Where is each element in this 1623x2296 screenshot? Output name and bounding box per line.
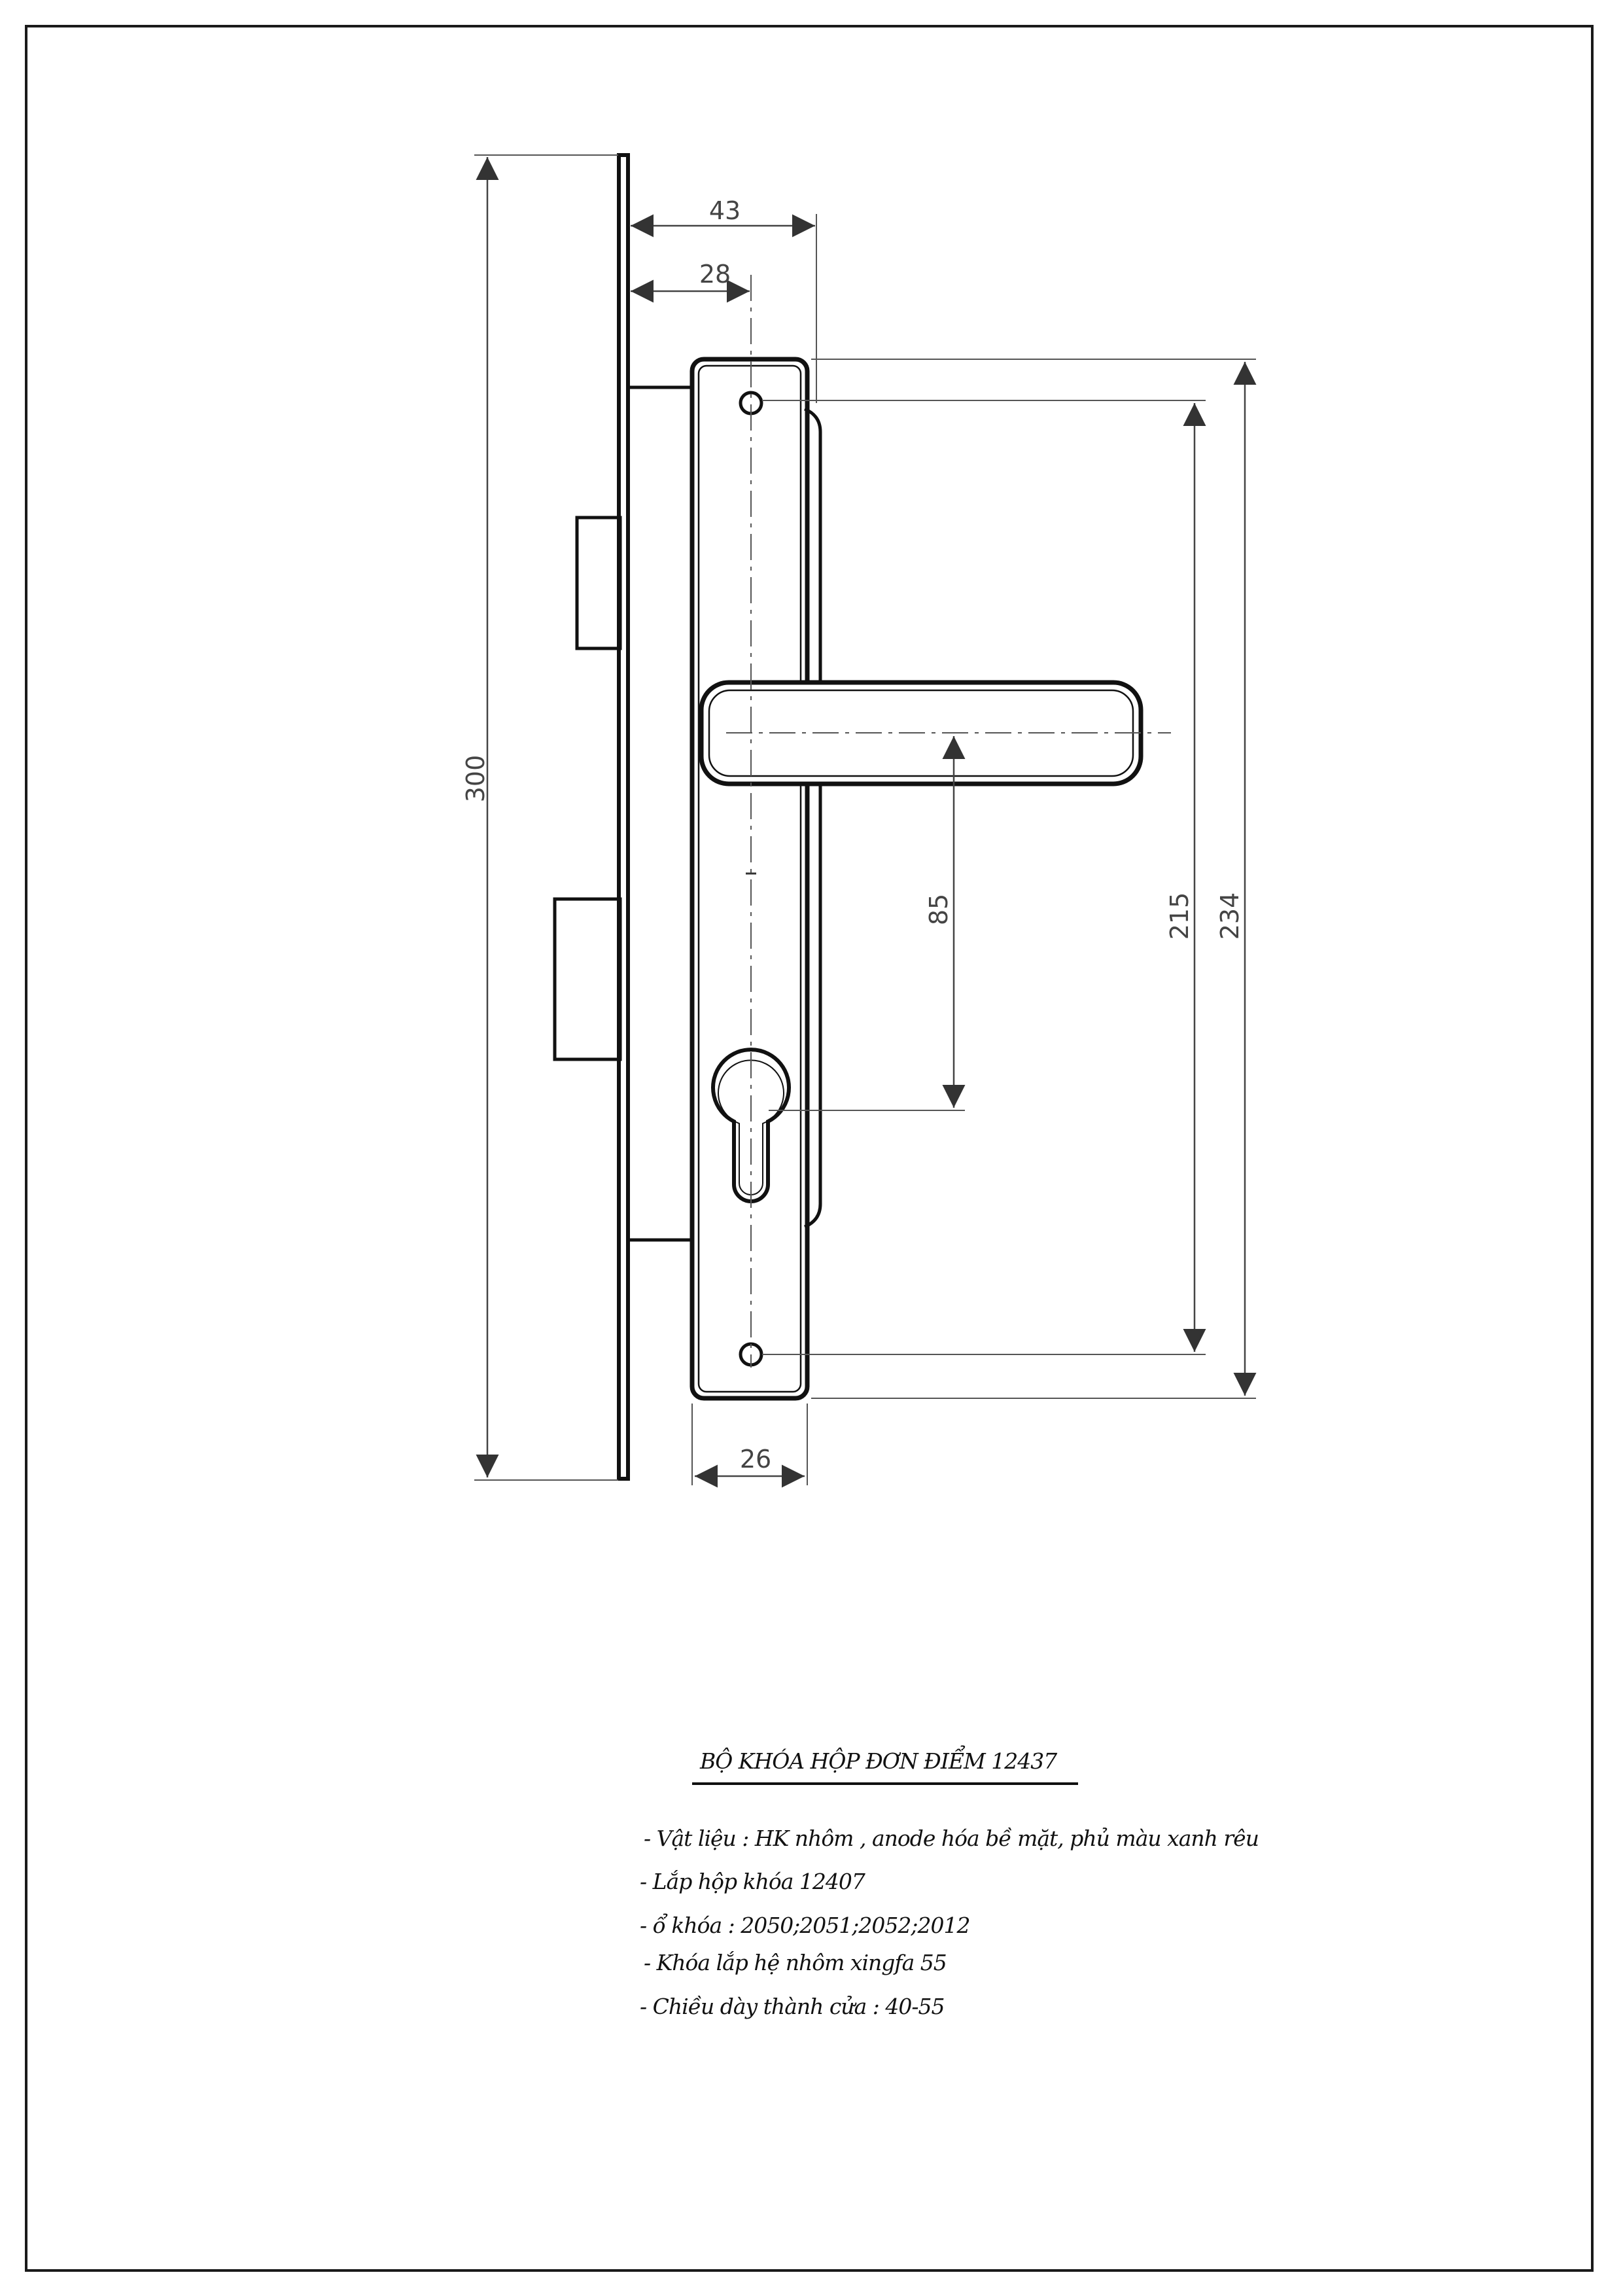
latch-bolt	[577, 518, 620, 648]
dim-28-label: 28	[699, 260, 731, 289]
dim-85-label: 85	[924, 893, 953, 926]
dim-26	[692, 1404, 807, 1485]
spec-material: - Vật liệu : HK nhôm , anode hóa bề mặt, phủ màu xanh rêu	[644, 1826, 1259, 1851]
product-title: BỘ KHÓA HỘP ĐƠN ĐIỂM 12437	[700, 1748, 1057, 1774]
dim-43	[631, 196, 816, 403]
escutcheon-plate-inner	[699, 366, 801, 1392]
dim-28	[631, 260, 751, 294]
dim-300-label: 300	[461, 754, 490, 803]
dim-215	[762, 400, 1206, 1354]
spec-system: - Khóa lắp hệ nhôm xingfa 55	[644, 1950, 947, 1975]
dim-215-label: 215	[1165, 892, 1194, 940]
dim-43-label: 43	[708, 196, 741, 225]
dim-26-label: 26	[739, 1445, 772, 1474]
dead-bolt	[555, 899, 620, 1059]
spec-door-thickness: - Chiều dày thành cửa : 40-55	[640, 1994, 945, 2019]
dim-234-label: 234	[1215, 892, 1244, 940]
dim-85	[769, 736, 965, 1110]
spec-cylinder: - ổ khóa : 2050;2051;2052;2012	[640, 1913, 970, 1938]
escutcheon-plate	[692, 359, 807, 1398]
dim-300	[461, 155, 618, 1480]
lock-body	[628, 387, 692, 1240]
lock-faceplate	[619, 155, 628, 1479]
title-underline	[692, 1782, 1078, 1785]
dim-234	[811, 359, 1256, 1398]
spec-lock-box: - Lắp hộp khóa 12407	[640, 1869, 865, 1894]
